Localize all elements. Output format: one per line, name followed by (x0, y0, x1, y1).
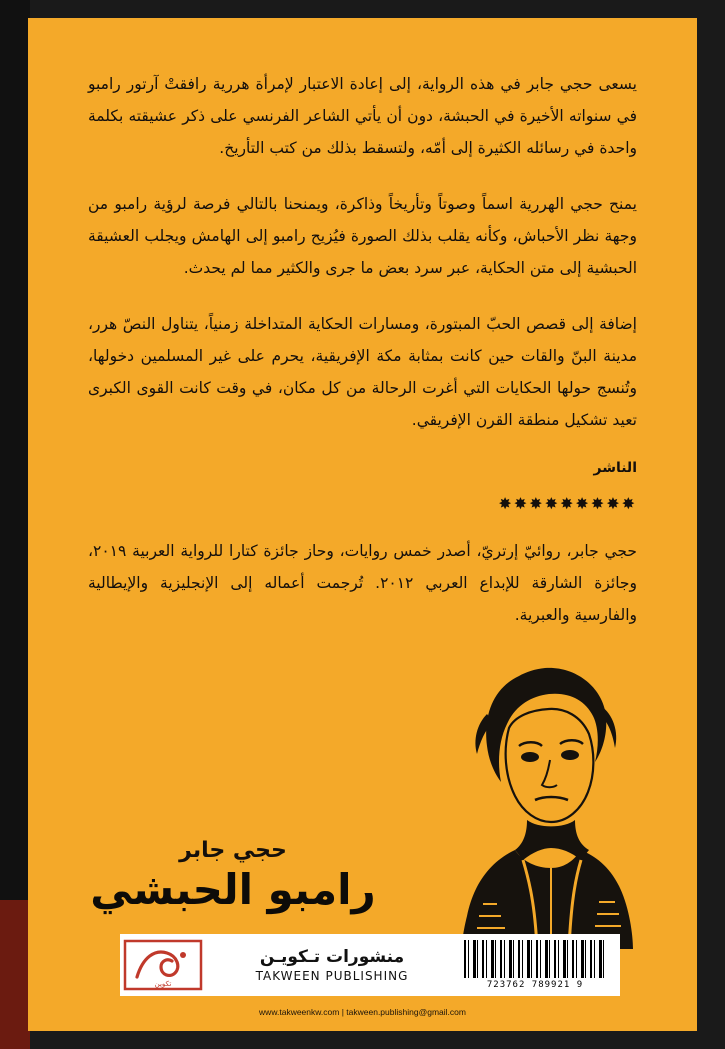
book-title: رامبو الحبشي (90, 864, 376, 914)
contact-info: www.takweenkw.com | takween.publishing@gmail.com (259, 1007, 466, 1017)
footer-bar (120, 934, 620, 996)
barcode-bars (464, 940, 606, 978)
publisher-name-block (210, 947, 454, 983)
svg-text:تكوين: تكوين (154, 980, 172, 988)
title-block (68, 838, 398, 913)
spine-accent-strip (0, 900, 30, 1049)
publisher-name-english: TAKWEEN PUBLISHING (255, 969, 409, 983)
barcode (460, 937, 610, 993)
spine-dark-strip (0, 0, 30, 902)
blurb-paragraph: يسعى حجي جابر في هذه الرواية، إلى إعادة الاعتبار لإمرأة هررية رافقتْ آرتور رامبو في سنواته الأخيرة في الحبشة، دون أن يأتي الشاعر الفرنسي على ذكر عشيقته بكلمة واحدة في رسائله الكثيرة إلى أمّه، ولتسقط بذلك من كتب التأريخ. (88, 75, 637, 157)
publisher-signature: الناشر (593, 460, 637, 476)
blurb-paragraph: إضافة إلى قصص الحبّ المبتورة، ومسارات الحكاية المتداخلة زمنياً، يتناول النصّ هرر، مدينة البنّ والقات حين كانت بمثابة مكة الإفريقية، يحرم على غير المسلمين دخولها، وتُنسج حولها الحكايات التي أغرت الرحالة من كل مكان، في وقت كانت القوى الكبرى تعيد تشكيل منطقة القرن الإفريقي. (88, 315, 637, 429)
barcode-number: 9 789921 723762 (486, 980, 584, 990)
publisher-name-arabic: منشورات تـكويـن (259, 947, 405, 967)
takween-logo-icon (120, 937, 206, 993)
rimbaud-portrait-illustration (423, 654, 668, 949)
author-name: حجي جابر (179, 837, 287, 863)
author-bio: حجي جابر، روائيّ إرتريّ، أصدر خمس روايات، وحاز جائزة كتارا للرواية العربية ٢٠١٩، وجائزة الشارقة للإبداع العربي ٢٠١٢. تُرجمت أعماله إلى الإنجليزية والإيطالية والفارسية والعبرية. (88, 542, 637, 624)
decorative-divider: ✸✸✸✸✸✸✸✸✸ (498, 494, 637, 513)
back-cover-text (88, 68, 637, 631)
book-back-cover (28, 18, 697, 1031)
blurb-paragraph: يمنح حجي الهررية اسماً وصوتاً وتأريخاً وذاكرة، ويمنحنا بالتالي فرصة لرؤية رامبو من وجهة نظر الأحباش، وكأنه يقلب بذلك الصورة فيُزيح رامبو إلى الهامش ويجلب العشيقة الحبشية إلى متن الحكاية، عبر سرد بعض ما جرى والكثير مما لم يحدث. (88, 195, 637, 277)
